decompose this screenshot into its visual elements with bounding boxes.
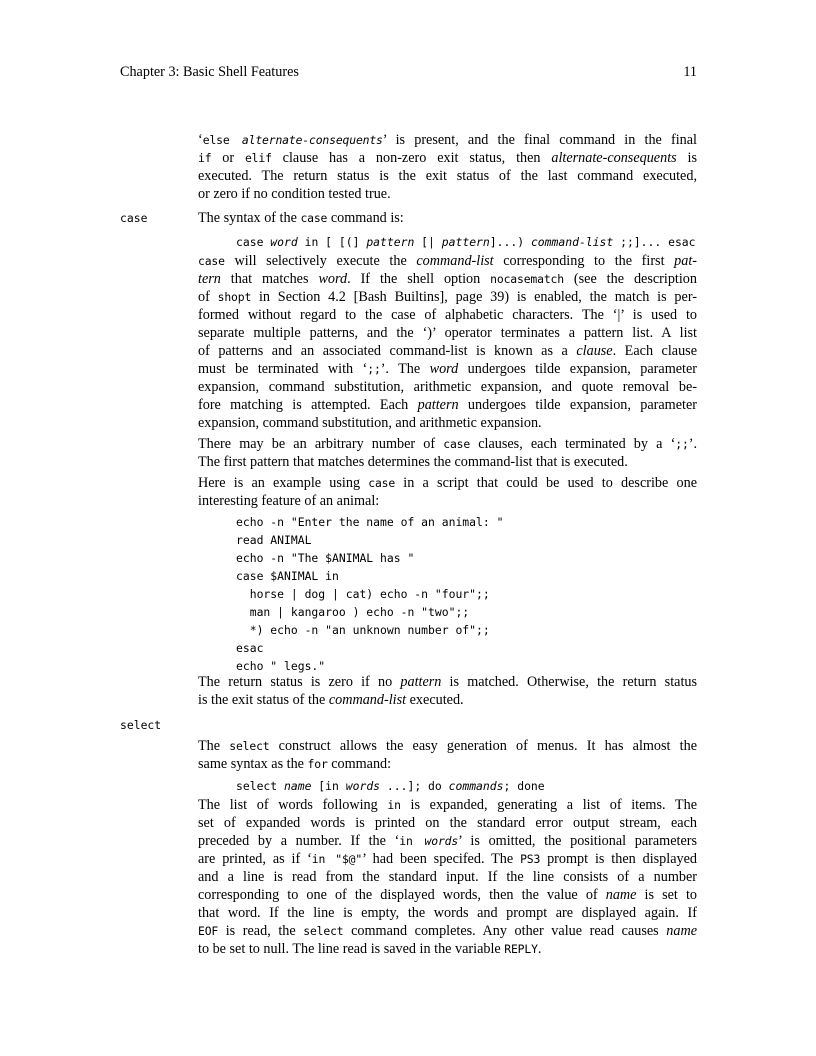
text-line: The select construct allows the easy generation of menus. It has almost the (198, 738, 697, 754)
text-line: fore matching is attempted. Each pattern undergoes tilde expansion, parameter (198, 397, 697, 413)
code-line: esac (236, 641, 264, 655)
text-line: set of expanded words is printed on the standard error output stream, each (198, 815, 697, 831)
text-line: executed. The return status is the exit status of the last command executed, (198, 168, 697, 184)
text-line: There may be an arbitrary number of case clauses, each terminated by a ‘;;’. (198, 436, 697, 452)
text-line: tern that matches word. If the shell option nocasematch (see the description (198, 271, 697, 287)
text-line: to be set to null. The line read is saved in the variable REPLY. (198, 941, 542, 957)
text-line: same syntax as the for command: (198, 756, 392, 772)
text-line: case will selectively execute the command-list corresponding to the first pat- (198, 253, 698, 269)
select-syntax: select name [in words ...]; do commands; done (236, 779, 545, 793)
code-line: case $ANIMAL in (236, 569, 339, 583)
running-header (120, 64, 697, 82)
page-number: 11 (683, 64, 697, 80)
text-line: The return status is zero if no pattern is matched. Otherwise, the return status (198, 674, 697, 690)
text-line: The first pattern that matches determines the command-list that is executed. (198, 454, 628, 470)
code-line: horse | dog | cat) echo -n "four";; (236, 587, 490, 601)
code-line: *) echo -n "an unknown number of";; (236, 623, 490, 637)
text-line: separate multiple patterns, and the ‘)’ operator terminates a pattern list. A list (198, 325, 697, 341)
text-line: or zero if no condition tested true. (198, 186, 391, 202)
text-line: if or elif clause has a non-zero exit status, then alternate-consequents is (198, 150, 697, 166)
text-line: Here is an example using case in a script that could be used to describe one (198, 475, 697, 491)
code-line: echo -n "Enter the name of an animal: " (236, 515, 504, 529)
text-line: The list of words following in is expanded, generating a list of items. The (198, 797, 697, 813)
text-line: is the exit status of the command-list executed. (198, 692, 464, 708)
chapter-title: Chapter 3: Basic Shell Features (120, 64, 299, 80)
case-intro: The syntax of the case command is: (198, 210, 404, 226)
text-line: expansion, command substitution, and arithmetic expansion. (198, 415, 542, 431)
code-line: read ANIMAL (236, 533, 312, 547)
text-line: preceded by a number. If the ‘in words’ is omitted, the positional parameters (198, 833, 697, 849)
text-line: interesting feature of an animal: (198, 493, 380, 509)
code-line: echo -n "The $ANIMAL has " (236, 551, 415, 565)
text-line: of patterns and an associated command-list is known as a clause. Each clause (198, 343, 698, 359)
case-syntax: case word in [ [(] pattern [| pattern]...) command-list ;;]... esac (236, 235, 696, 249)
code-line: man | kangaroo ) echo -n "two";; (236, 605, 470, 619)
text-line: must be terminated with ‘;;’. The word undergoes tilde expansion, parameter (198, 361, 697, 377)
text-line: that word. If the line is empty, the words and prompt are displayed again. If (198, 905, 697, 921)
definition-term-select: select (120, 718, 162, 732)
definition-term-case: case (120, 211, 148, 225)
text-line: ‘else alternate-consequents’ is present, and the final command in the final (198, 132, 697, 148)
text-line: EOF is read, the select command completes. Any other value read causes name (198, 923, 697, 939)
text-line: are printed, as if ‘in "$@"’ had been specifed. The PS3 prompt is then displayed (198, 851, 697, 867)
code-line: echo " legs." (236, 659, 326, 673)
text-line: expansion, command substitution, arithmetic expansion, and quote removal be- (198, 379, 697, 395)
text-line: corresponding to one of the displayed words, then the value of name is set to (198, 887, 697, 903)
text-line: formed without regard to the case of alphabetic characters. The ‘|’ is used to (198, 307, 697, 323)
text-line: of shopt in Section 4.2 [Bash Builtins], page 39) is enabled, the match is per- (198, 289, 697, 305)
text-line: and a line is read from the standard input. If the line consists of a number (198, 869, 697, 885)
